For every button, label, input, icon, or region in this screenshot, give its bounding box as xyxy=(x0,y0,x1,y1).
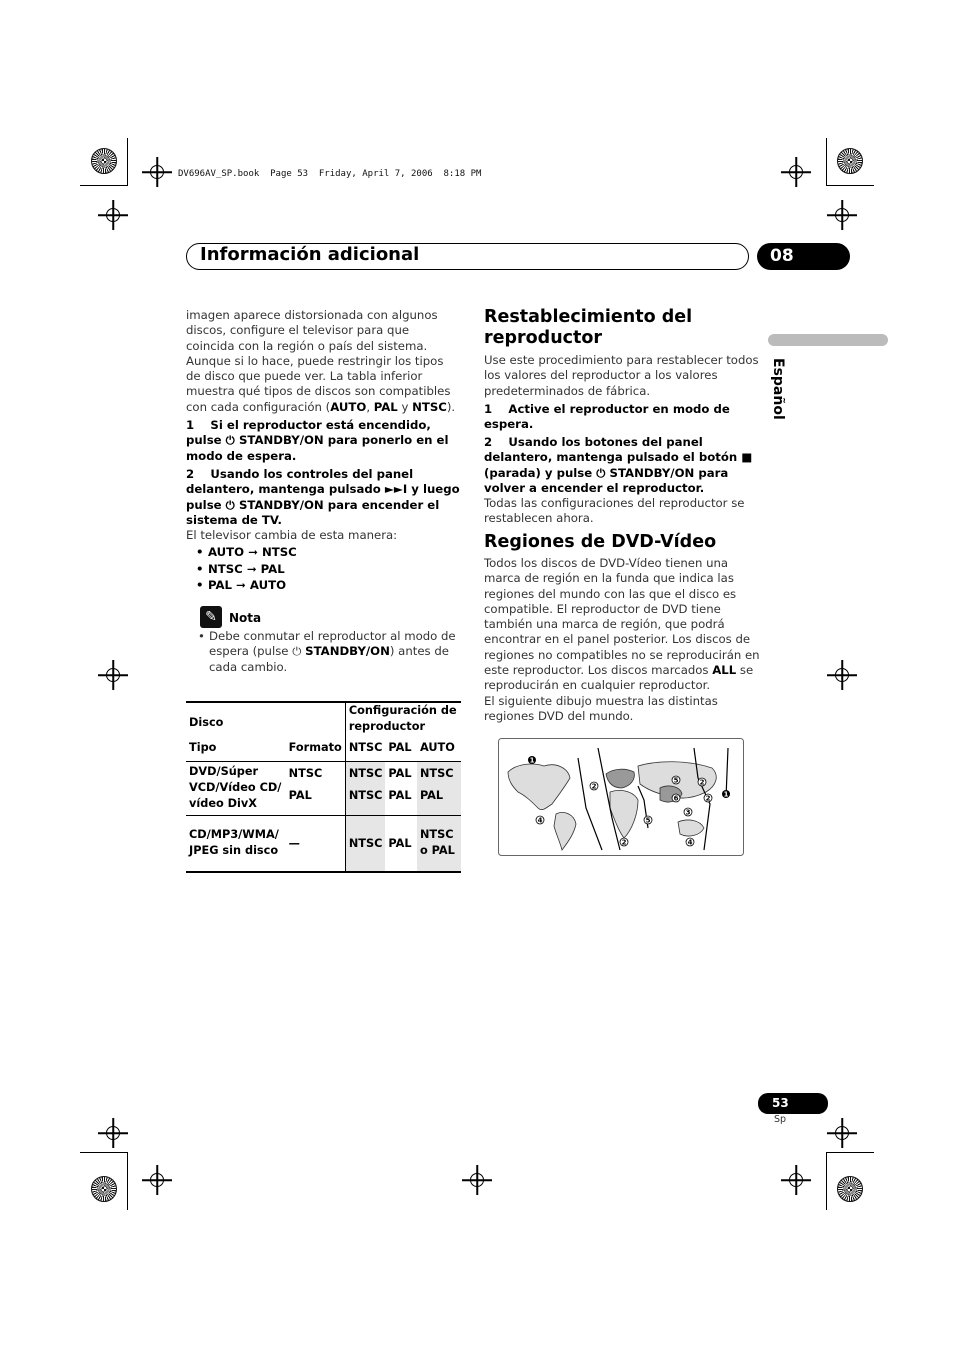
registration-starburst-br xyxy=(837,1176,863,1202)
table-cell-ntsc: NTSC xyxy=(345,815,385,871)
crop-line xyxy=(826,1152,827,1210)
note-text: • Debe conmutar el reproductor al modo de espera (pulse ⏻ STANDBY/ON) antes de cada cambio. xyxy=(198,629,456,674)
table-cell-formato: PAL xyxy=(288,789,312,802)
crop-line xyxy=(826,185,874,186)
table-header-ntsc: NTSC xyxy=(345,735,385,761)
crosshair-mark xyxy=(150,165,164,179)
crop-line xyxy=(127,138,128,186)
table-cell-tipo: CD/MP3/WMA/ JPEG sin disco xyxy=(189,828,279,858)
intro-paragraph xyxy=(186,308,461,415)
region-number-label: 4 xyxy=(687,838,693,847)
table-cell-auto: NTSC o PAL xyxy=(417,815,461,871)
region-number-label: 4 xyxy=(537,816,543,825)
crop-line xyxy=(826,1152,874,1153)
region-number-label: 2 xyxy=(621,838,627,847)
table-cell-pal: PAL xyxy=(388,789,412,802)
table-cell-auto: NTSC xyxy=(417,761,461,787)
region-number-label: 5 xyxy=(645,816,651,825)
intro-pal: PAL xyxy=(373,399,398,414)
crosshair-mark xyxy=(789,1173,803,1187)
table-header-config: Configuración de reproductor xyxy=(345,703,461,735)
reset-result: Todas las configuraciones del reproductor se restablecen ahora. xyxy=(484,496,745,526)
region-number-label: 2 xyxy=(591,782,597,791)
list-item: • PAL ➞ AUTO xyxy=(196,577,297,594)
crop-line xyxy=(826,138,827,186)
regions-text-post: se reproducirán en cualquier reproductor. xyxy=(484,663,754,693)
crosshair-mark xyxy=(835,1126,849,1140)
crosshair-mark xyxy=(835,208,849,222)
regions-text-bold: ALL xyxy=(712,663,737,678)
crosshair-mark xyxy=(789,165,803,179)
crosshair-mark xyxy=(106,208,120,222)
book-header: DV696AV_SP.book Page 53 Friday, April 7, 2006 8:18 PM xyxy=(178,169,482,179)
region-number-label: 2 xyxy=(699,778,705,787)
page-language: Sp xyxy=(774,1114,787,1125)
region-number-label: 1 xyxy=(723,790,729,799)
crosshair-mark xyxy=(470,1173,484,1187)
regions-map-intro: El siguiente dibujo muestra las distintas regiones DVD del mundo. xyxy=(484,694,718,724)
table-header-tipo: Tipo xyxy=(189,741,217,755)
table-cell-formato: NTSC xyxy=(288,766,323,780)
page-number: 53 xyxy=(758,1093,828,1114)
registration-starburst-bl xyxy=(91,1176,117,1202)
intro-ntsc: NTSC xyxy=(412,399,447,414)
intro-sep: y xyxy=(397,399,413,414)
table-cell-ntsc: NTSC xyxy=(345,761,385,787)
note-text-post: ) antes de cada cambio. xyxy=(209,644,449,674)
note-text-pre: Debe conmutar el reproductor al modo de espera (pulse ⏻ xyxy=(209,629,456,659)
crop-line xyxy=(80,1152,128,1153)
table-header-auto: AUTO xyxy=(419,741,455,755)
crosshair-mark xyxy=(106,1126,120,1140)
note-text-bold: STANDBY/ON xyxy=(305,644,390,659)
reset-step-1: 1 Active el reproductor en modo de espera. xyxy=(484,402,734,432)
table-header-pal: PAL xyxy=(388,741,412,755)
registration-starburst-tl xyxy=(91,148,117,174)
table-cell-pal: PAL xyxy=(388,766,412,780)
table-cell-pal: PAL xyxy=(388,836,412,850)
region-number-label: 1 xyxy=(529,756,535,765)
table-cell-formato: — xyxy=(288,836,300,850)
list-item: • NTSC ➞ PAL xyxy=(196,561,297,578)
crosshair-mark xyxy=(106,668,120,682)
crosshair-mark xyxy=(150,1173,164,1187)
reset-heading: Restablecimiento del reproductor xyxy=(484,307,693,348)
tv-change-text: El televisor cambia de esta manera: xyxy=(186,528,398,542)
intro-text: imagen aparece distorsionada con algunos discos, configure el televisor para que coincida con la región o país del sistema. Aunque si lo hace, puede restringir los tipos de disco que puede ver. La tabla inferior muestra qué tipos de discos son compatibles con cada configuración ( xyxy=(186,308,451,414)
step-1: 1 Si el reproductor está encendido, pulse ⏻ STANDBY/ON para ponerlo en el modo de espera. xyxy=(186,418,453,463)
language-tab xyxy=(768,334,888,346)
reset-step-2: 2 Usando los botones del panel delantero, mantenga pulsado el botón ■ (parada) y pulse ⏻ STANDBY/ON para volver a encender el reproductor. xyxy=(484,435,757,495)
crop-line xyxy=(127,1152,128,1210)
intro-auto: AUTO xyxy=(330,399,367,414)
chapter-title: Información adicional xyxy=(200,244,420,265)
table-cell-auto: PAL xyxy=(417,787,461,815)
regions-heading: Regiones de DVD-Vídeo xyxy=(484,532,717,552)
region-number-label: 5 xyxy=(673,776,679,785)
intro-end: ). xyxy=(446,399,456,414)
crosshair-mark xyxy=(835,668,849,682)
step-2: 2 Usando los controles del panel delantero, mantenga pulsado ►►I y luego pulse ⏻ STANDBY/ON para encender el sistema de TV. xyxy=(186,467,464,527)
compatibility-table xyxy=(186,703,461,871)
region-number-label: 6 xyxy=(673,794,679,803)
table-header-formato: Formato xyxy=(288,741,342,755)
regions-paragraph xyxy=(484,556,760,694)
tv-mode-list xyxy=(196,544,297,594)
region-number-label: 2 xyxy=(705,794,711,803)
table-header-disco: Disco xyxy=(189,715,224,729)
region-number-label: 3 xyxy=(685,808,691,817)
table-bottom-rule xyxy=(186,871,461,873)
regions-text-pre: Todos los discos de DVD-Vídeo tienen una marca de región en la funda que indica las regiones del mundo con las que el disco es compatible. El reproductor de DVD tiene también una marca de región, que podrá encontrar en el panel posterior. Los discos de regiones no compatibles no se reproducirán en este reproductor. Los discos marcados xyxy=(484,556,760,678)
registration-starburst-tr xyxy=(837,148,863,174)
dvd-region-map xyxy=(498,738,744,856)
list-item: • AUTO ➞ NTSC xyxy=(196,544,297,561)
crop-line xyxy=(80,185,128,186)
intro-sep: , xyxy=(366,399,374,414)
chapter-number: 08 xyxy=(757,243,850,270)
table-cell-tipo: DVD/Súper VCD/Vídeo CD/ vídeo DivX xyxy=(189,765,282,810)
note-title: Nota xyxy=(229,611,262,625)
reset-intro: Use este procedimiento para restablecer todos los valores del reproductor a los valores predeterminados de fábrica. xyxy=(484,353,759,398)
note-icon: ✎ xyxy=(200,606,222,628)
table-cell-ntsc: NTSC xyxy=(345,787,385,815)
language-label: Español xyxy=(770,358,786,420)
